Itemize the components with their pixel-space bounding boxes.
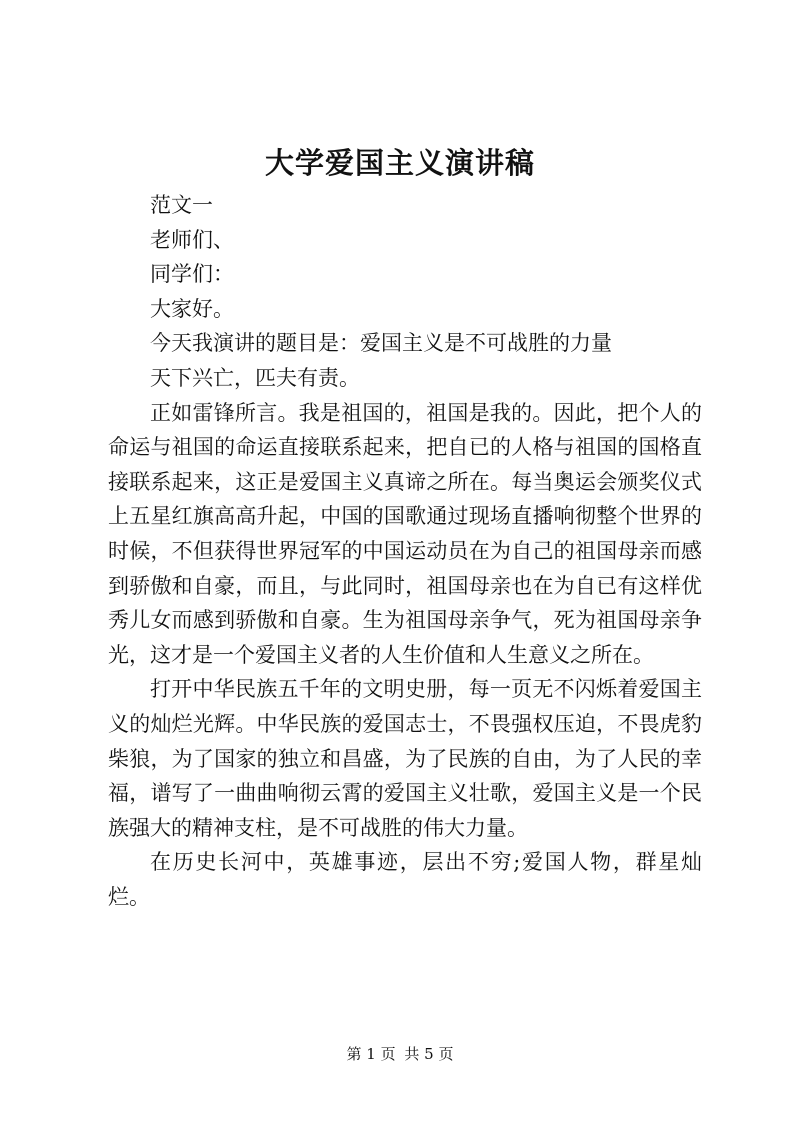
paragraph: 老师们、 <box>150 227 234 252</box>
paragraph: 同学们： <box>150 262 234 287</box>
paragraph: 天下兴亡，匹夫有责。 <box>150 365 360 390</box>
document-title: 大学爱国主义演讲稿 <box>264 146 535 180</box>
paragraph: 正如雷锋所言。我是祖国的，祖国是我的。因此，把个人的命运与祖国的命运直接联系起来，把自已的人格与祖国的国格直接联系起来，这正是爱国主义真谛之所在。每当奥运会颁奖仪式上五星红旗高高升起，中国的国歌通过现场直播响彻整个世界的时候，不但获得世界冠军的中国运动员在为自己的祖国母亲而感到骄傲和自豪，而且，与此同时，祖国母亲也在为自已有这样优秀儿女而感到骄傲和自豪。生为祖国母亲争气，死为祖国母亲争光，这才是一个爱国主义者的人生价值和人生意义之所在。 <box>108 400 702 667</box>
page-footer <box>0 1044 800 1064</box>
paragraph: 范文一 <box>150 193 213 217</box>
document-body <box>108 188 702 914</box>
page-total: 共 5 页 <box>404 1045 454 1063</box>
paragraph: 大家好。 <box>150 296 234 321</box>
paragraph: 打开中华民族五千年的文明史册，每一页无不闪烁着爱国主义的灿烂光辉。中华民族的爱国志士，不畏强权压迫，不畏虎豹柴狼，为了国家的独立和昌盛，为了民族的自由，为了人民的幸福，谱写了一曲曲响彻云霄的爱国主义壮歌，爱国主义是一个民族强大的精神支柱，是不可战胜的伟大力量。 <box>108 677 702 840</box>
paragraph: 今天我演讲的题目是：爱国主义是不可战胜的力量 <box>150 331 612 356</box>
page-number: 第 1 页 <box>346 1045 396 1063</box>
paragraph: 在历史长河中，英雄事迹，层出不穷;爱国人物，群星灿烂。 <box>108 850 702 909</box>
